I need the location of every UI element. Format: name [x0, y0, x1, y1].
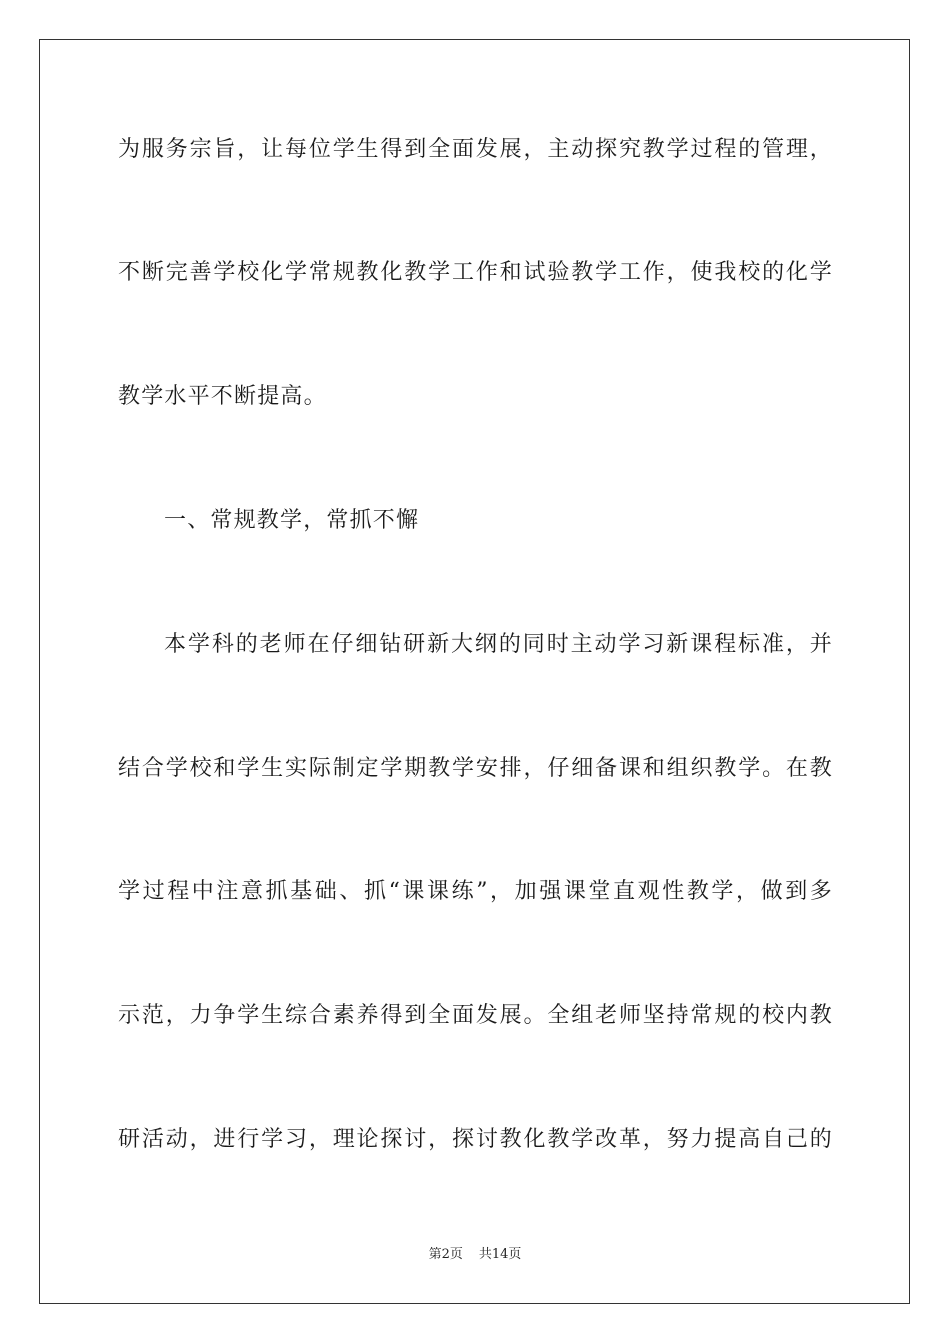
body-text-line-8: 示范，力争学生综合素养得到全面发展。全组老师坚持常规的校内教 [118, 1003, 833, 1028]
body-text-line-1: 为服务宗旨，让每位学生得到全面发展，主动探究教学过程的管理， [118, 137, 833, 162]
body-text-line-9: 研活动，进行学习，理论探讨，探讨教化教学改革，努力提高自己的 [118, 1127, 833, 1152]
page-number: 第2页 [428, 1247, 463, 1262]
page-footer [0, 1246, 950, 1264]
body-text-line-2: 不断完善学校化学常规教化教学工作和试验教学工作，使我校的化学 [118, 260, 833, 285]
body-text-line-7: 学过程中注意抓基础、抓“课课练”，加强课堂直观性教学，做到多 [118, 879, 833, 904]
body-text-line-6: 结合学校和学生实际制定学期教学安排，仔细备课和组织教学。在教 [118, 756, 833, 781]
body-text-line-3: 教学水平不断提高。 [118, 384, 327, 409]
page-total: 共14页 [478, 1247, 522, 1262]
section-heading: 一、常规教学，常抓不懈 [164, 508, 420, 533]
body-text-line-5: 本学科的老师在仔细钻研新大纲的同时主动学习新课程标准，并 [164, 632, 833, 657]
page-border [39, 39, 910, 1304]
